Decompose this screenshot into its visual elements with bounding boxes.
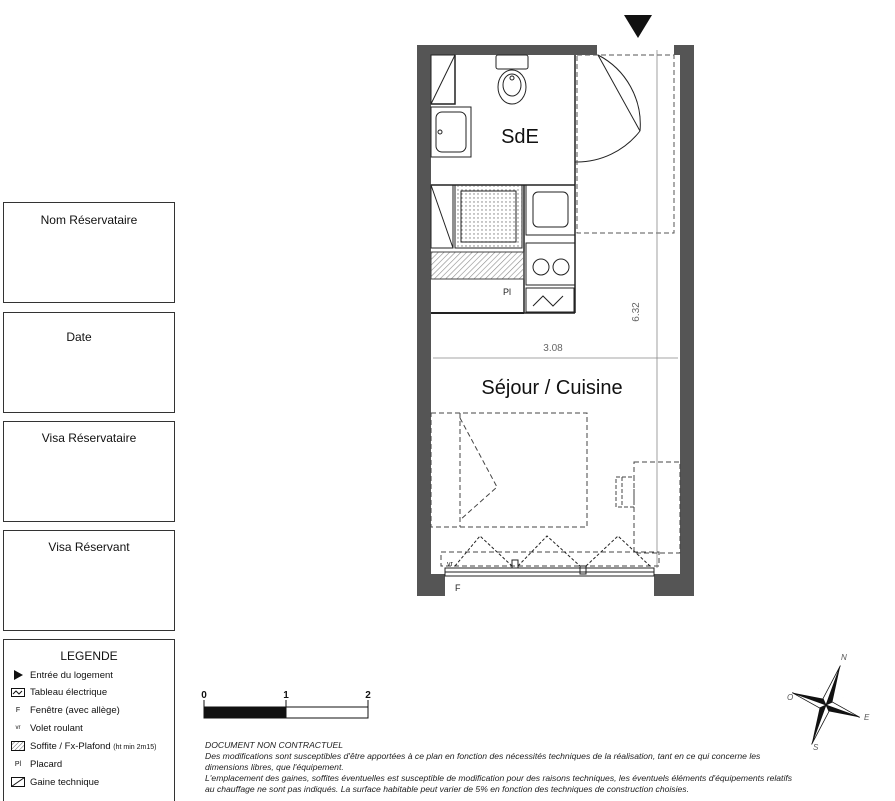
scale-tick-1: 1 [283, 690, 289, 701]
legend-item-label: Placard [30, 758, 63, 770]
electrical-panel-icon [526, 288, 574, 312]
legend-item-label: Soffite / Fx-Plafond [30, 740, 111, 752]
disclaimer-line: Des modifications sont susceptibles d'être apportées à ce plan en fonction des nécessités techniques de la réalisation, tant en ce qui concerne les [205, 751, 761, 761]
gaine-diagonal [431, 55, 455, 104]
legend-title: LEGENDE [60, 649, 118, 663]
sink-icon [431, 107, 471, 157]
disclaimer-line: dimensions libres, que l'équipement. [205, 762, 344, 772]
placard-label: Pl [503, 287, 512, 297]
kitchen-sink-icon [533, 192, 568, 227]
scale-bar [204, 700, 368, 718]
volet-roulant-label: vr [447, 561, 453, 568]
compass-north-label: N [841, 653, 847, 662]
window-symbol: F [15, 706, 21, 714]
room-label-sde: SdE [501, 126, 539, 148]
legend-item-label: Volet roulant [30, 722, 83, 734]
wall-left [417, 45, 431, 596]
visa-reservataire-label: Visa Réservataire [41, 431, 137, 445]
legend-item-label: Entrée du logement [30, 669, 113, 681]
legend-item-label: Fenêtre (avec allège) [30, 704, 120, 716]
legend-item-note: (ht min 2m15) [113, 743, 157, 751]
wall-top-right [674, 45, 694, 55]
disclaimer-line: L'emplacement des gaines, soffites éventuelles est susceptible de modification pour des raisons techniques, les éventuels éléments d'équipements relatifs [205, 773, 793, 783]
depth-dimension-label: 6.32 [631, 302, 642, 322]
legend-item-label: Tableau électrique [30, 686, 108, 698]
wall-top-left [417, 45, 597, 55]
wall-right [680, 45, 694, 596]
fenetre-label: F [455, 583, 461, 593]
toilet-icon [496, 55, 528, 104]
disclaimer-title: DOCUMENT NON CONTRACTUEL [205, 740, 343, 750]
compass-south-label: S [813, 743, 819, 752]
scale-tick-0: 0 [201, 690, 207, 701]
shower-icon [431, 185, 522, 248]
hob-burner-icon [533, 259, 549, 275]
width-dimension-label: 3.08 [543, 343, 563, 354]
hob-burner-icon [553, 259, 569, 275]
shutter-symbol: vr [15, 725, 21, 731]
chair-icon [616, 477, 634, 507]
bed-icon [431, 413, 587, 527]
entry-door-swing [575, 55, 640, 162]
date-label: Date [66, 330, 92, 344]
scale-tick-2: 2 [365, 690, 371, 701]
exterior-walls [417, 45, 694, 596]
window-with-shutter [441, 536, 659, 576]
wall-bottom-left [417, 574, 445, 596]
legend-item-label: Gaine technique [30, 776, 100, 788]
wall-bottom-right [654, 574, 694, 596]
kitchen-equipment [526, 185, 575, 312]
compass-west-label: O [787, 693, 794, 702]
hall-wardrobe-outline [577, 55, 674, 233]
disclaimer-notes [205, 740, 893, 795]
compass-east-label: E [864, 713, 870, 722]
disclaimer-line: au chauffage ne sont pas indiqués. La surface habitable peut varier de 5% en fonction des techniques de construction choisies. [205, 784, 689, 794]
room-label-sejour: Séjour / Cuisine [481, 377, 623, 399]
closet-symbol: Pl [14, 760, 22, 768]
entry-arrow-icon [624, 15, 652, 38]
visa-reservant-label: Visa Réservant [48, 540, 130, 554]
soffite-hatch [431, 252, 524, 279]
nom-reservataire-label: Nom Réservataire [40, 213, 138, 227]
